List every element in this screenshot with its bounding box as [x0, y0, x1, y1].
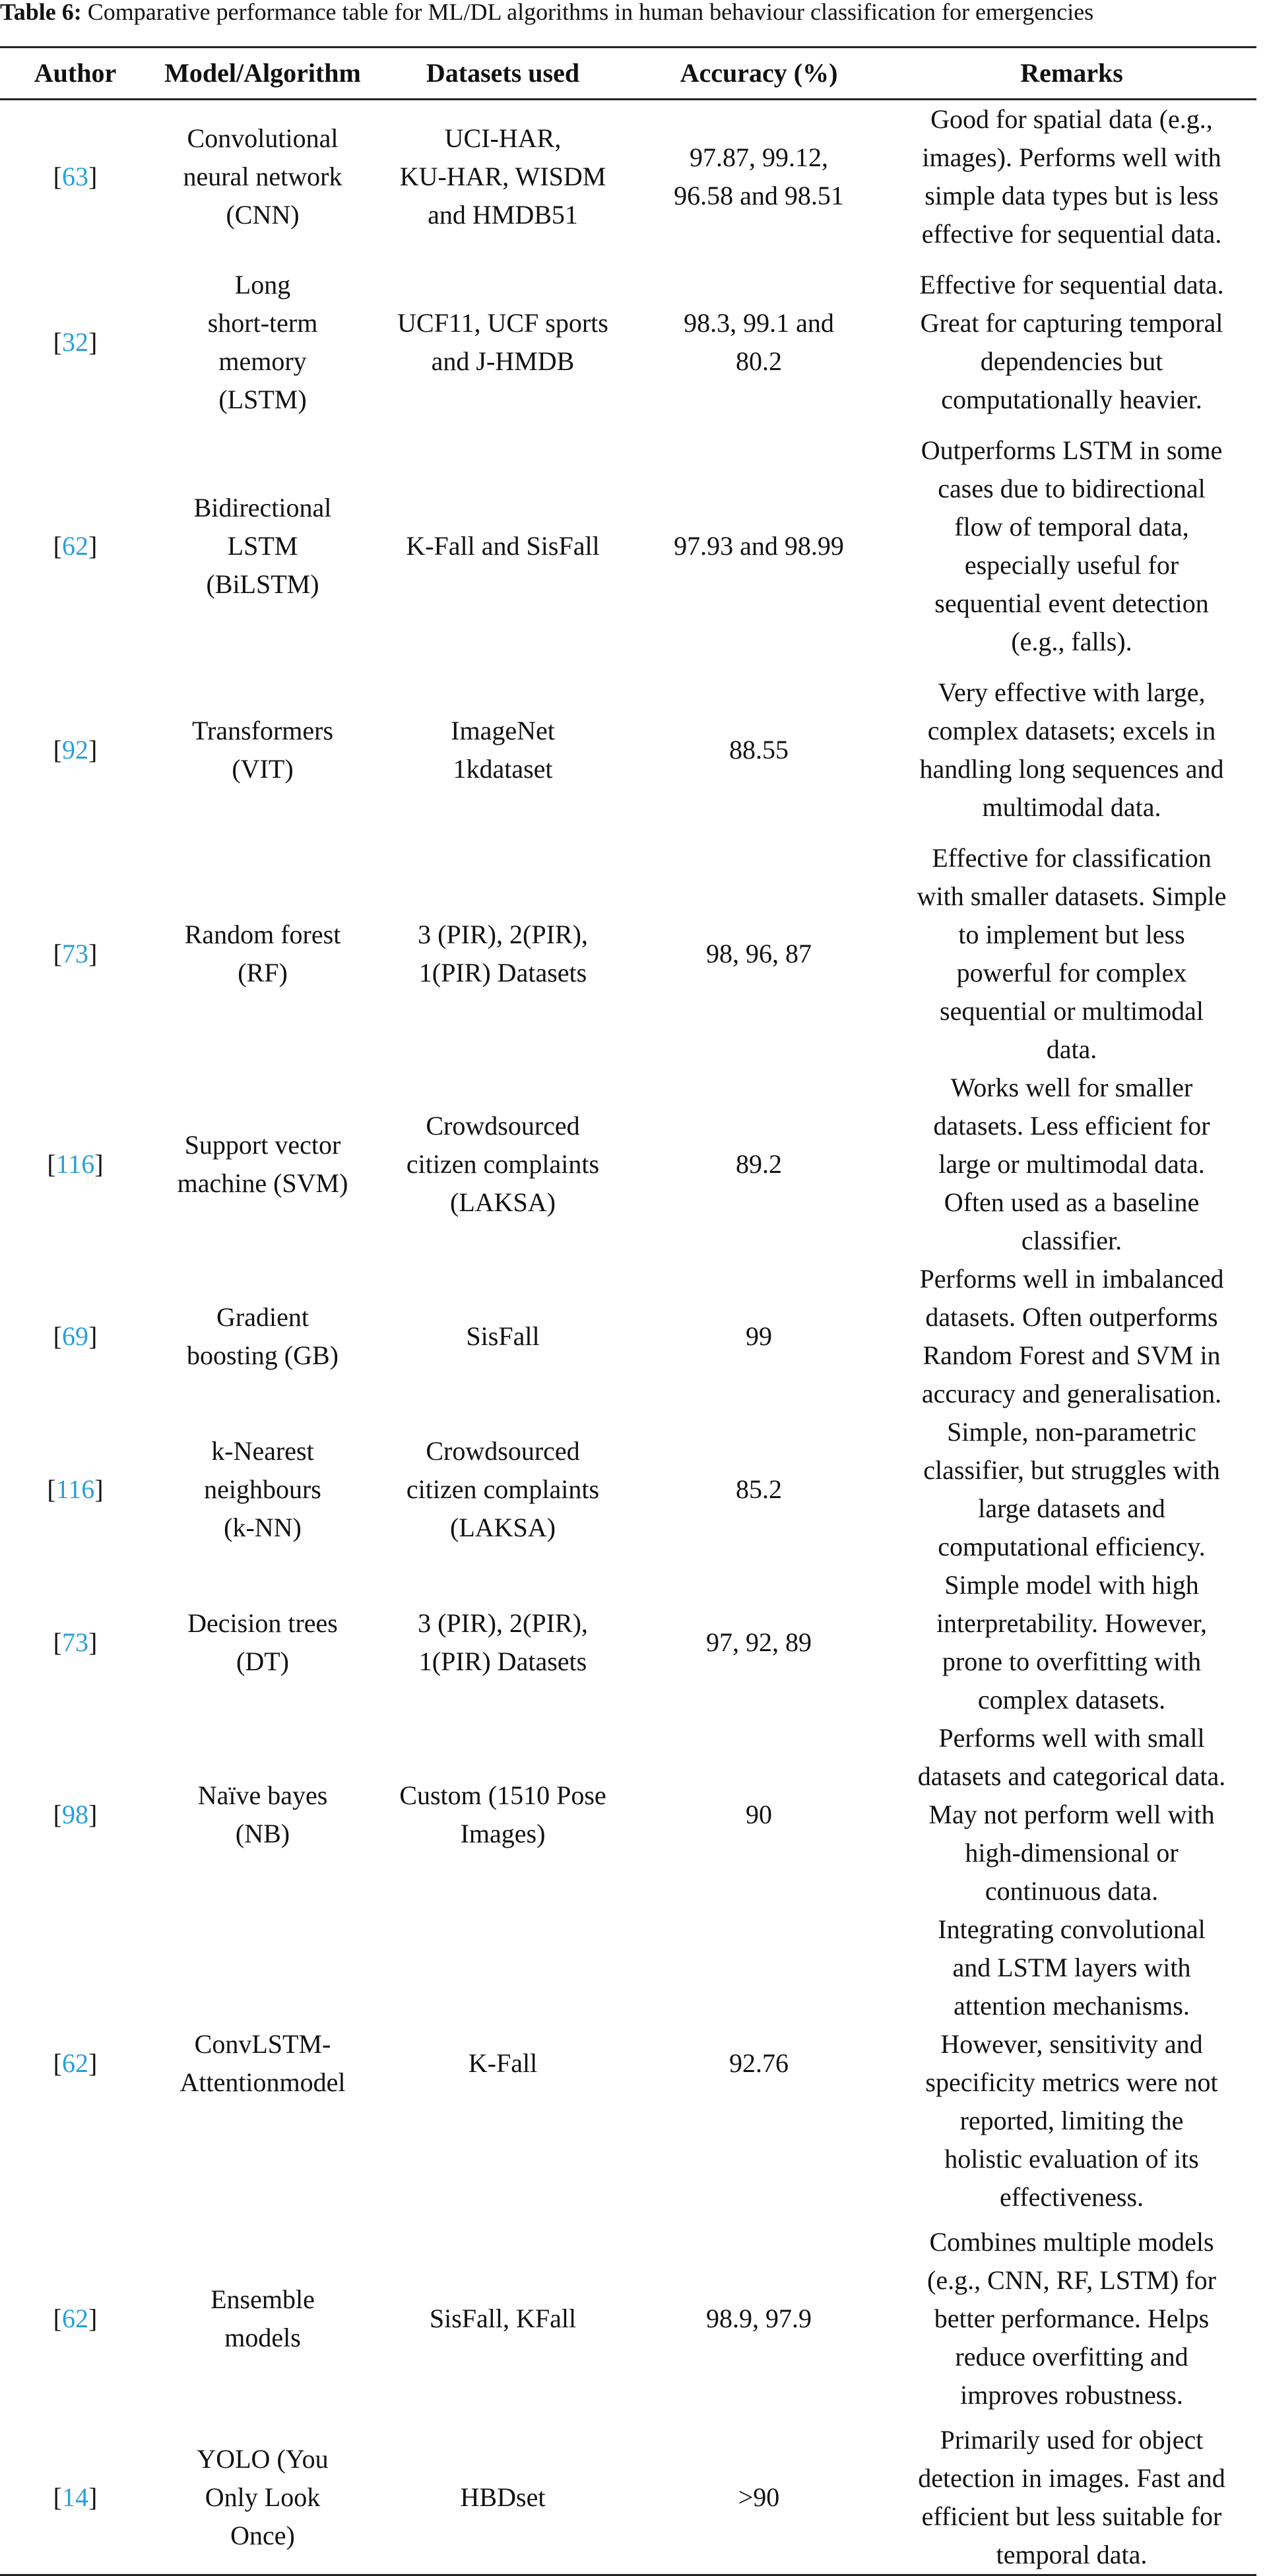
table-row: [0, 431, 1256, 661]
table-body: [0, 100, 1256, 2575]
remarks-line: to implement but less: [958, 920, 1185, 949]
remarks-line: prone to overfitting with: [942, 1647, 1202, 1676]
header-accuracy: Accuracy (%): [631, 47, 887, 100]
model-line: memory: [218, 346, 307, 376]
table-row: [0, 100, 1256, 254]
datasets-line: K-Fall: [468, 2048, 538, 2078]
datasets-line: citizen complaints: [406, 1474, 600, 1504]
table-caption: [0, 0, 1265, 46]
accuracy-cell: [631, 431, 887, 661]
accuracy-line: 80.2: [736, 346, 782, 376]
remarks-cell: [887, 1719, 1256, 1910]
model-cell: [150, 1260, 375, 1413]
accuracy-line: 90: [746, 1800, 772, 1829]
remarks-line: images). Performs well with: [922, 142, 1221, 172]
table-row: [0, 1910, 1256, 2216]
remarks-line: especially useful for: [964, 550, 1179, 580]
remarks-line: Works well for smaller: [950, 1073, 1193, 1102]
datasets-line: Custom (1510 Pose: [399, 1780, 606, 1810]
model-line: (RF): [238, 958, 288, 988]
model-line: Support vector: [184, 1130, 341, 1160]
model-cell: [150, 100, 375, 254]
model-line: Only Look: [205, 2482, 321, 2512]
remarks-cell: [887, 253, 1256, 431]
author-cell: [63]: [53, 162, 98, 191]
header-datasets: Datasets used: [375, 47, 631, 100]
author-cell: [69]: [53, 1321, 98, 1351]
author-cell: [92]: [53, 735, 98, 765]
remarks-line: Integrating convolutional: [938, 1914, 1206, 1944]
remarks-line: computational efficiency.: [938, 1532, 1206, 1561]
remarks-line: with smaller datasets. Simple: [917, 881, 1227, 911]
remarks-line: computationally heavier.: [941, 385, 1202, 414]
accuracy-line: 85.2: [736, 1474, 782, 1504]
remarks-line: Combines multiple models: [929, 2227, 1214, 2257]
model-line: k-Nearest: [211, 1436, 314, 1466]
datasets-line: (LAKSA): [450, 1187, 556, 1217]
remarks-line: Very effective with large,: [938, 677, 1206, 707]
model-line: (k-NN): [224, 1513, 302, 1542]
datasets-cell: [375, 2421, 631, 2575]
caption-text: Comparative performance table for ML/DL algorithms in human behaviour classification for emergencies: [87, 0, 1094, 25]
performance-table: [0, 46, 1256, 2576]
author-cell: [73]: [53, 939, 98, 968]
reference-link[interactable]: 69: [62, 1321, 88, 1351]
author-cell: [32]: [53, 327, 98, 357]
model-cell: [150, 2216, 375, 2421]
model-line: Random forest: [184, 920, 341, 949]
remarks-line: accuracy and generalisation.: [921, 1379, 1222, 1408]
accuracy-cell: [631, 1566, 887, 1719]
remarks-line: large datasets and: [978, 1493, 1165, 1523]
reference-link[interactable]: 32: [62, 327, 88, 357]
remarks-cell: [887, 661, 1256, 839]
reference-link[interactable]: 73: [62, 1627, 88, 1657]
model-line: (VIT): [232, 754, 294, 784]
model-line: Once): [230, 2521, 295, 2550]
accuracy-line: 97.93 and 98.99: [674, 531, 844, 561]
model-cell: [150, 2421, 375, 2575]
model-line: Transformers: [191, 716, 334, 745]
table-row: [0, 1260, 1256, 1413]
table-row: [0, 1719, 1256, 1910]
remarks-line: high-dimensional or: [965, 1838, 1179, 1868]
reference-link[interactable]: 92: [62, 735, 88, 765]
model-line: Gradient: [216, 1302, 309, 1332]
remarks-line: complex datasets; excels in: [927, 716, 1216, 745]
reference-link[interactable]: 62: [62, 2304, 88, 2333]
accuracy-cell: [631, 253, 887, 431]
remarks-line: However, sensitivity and: [940, 2029, 1203, 2059]
model-line: boosting (GB): [187, 1340, 339, 1370]
table-row: [0, 1069, 1256, 1260]
model-cell: [150, 1910, 375, 2216]
table-row: [0, 1566, 1256, 1719]
model-line: (LSTM): [218, 385, 307, 414]
remarks-line: Primarily used for object: [940, 2425, 1204, 2455]
model-line: Naïve bayes: [197, 1780, 328, 1810]
remarks-line: classifier.: [1021, 1226, 1122, 1255]
model-cell: [150, 253, 375, 431]
remarks-line: reported, limiting the: [959, 2106, 1184, 2135]
remarks-line: May not perform well with: [928, 1800, 1215, 1829]
datasets-cell: [375, 1910, 631, 2216]
reference-link[interactable]: 116: [55, 1474, 95, 1504]
remarks-line: Random Forest and SVM in: [923, 1340, 1221, 1370]
accuracy-cell: [631, 1413, 887, 1566]
model-line: Attentionmodel: [179, 2067, 346, 2097]
accuracy-line: 97.87, 99.12,: [690, 142, 828, 172]
datasets-line: 3 (PIR), 2(PIR),: [418, 1608, 588, 1638]
datasets-cell: [375, 431, 631, 661]
reference-link[interactable]: 62: [62, 531, 88, 561]
accuracy-line: 89.2: [736, 1149, 782, 1179]
model-line: short-term: [207, 308, 318, 338]
header-model: Model/Algorithm: [150, 47, 375, 100]
model-line: Ensemble: [211, 2284, 315, 2314]
model-line: models: [224, 2323, 301, 2352]
datasets-line: Images): [460, 1819, 546, 1848]
remarks-cell: [887, 431, 1256, 661]
model-cell: [150, 1719, 375, 1910]
datasets-cell: [375, 661, 631, 839]
author-cell: [116]: [47, 1149, 104, 1179]
datasets-line: citizen complaints: [406, 1149, 600, 1179]
accuracy-line: 98, 96, 87: [706, 939, 812, 968]
datasets-line: KU-HAR, WISDM: [399, 162, 606, 191]
accuracy-line: 97, 92, 89: [706, 1627, 812, 1657]
remarks-line: flow of temporal data,: [954, 512, 1189, 542]
accuracy-line: >90: [738, 2482, 780, 2512]
datasets-cell: [375, 100, 631, 254]
remarks-line: interpretability. However,: [936, 1608, 1208, 1638]
remarks-line: Performs well with small: [938, 1723, 1205, 1753]
remarks-line: Good for spatial data (e.g.,: [930, 104, 1213, 134]
author-cell: [62]: [53, 2048, 98, 2078]
datasets-line: Crowdsourced: [426, 1111, 580, 1141]
header-row: [0, 47, 1256, 100]
model-line: machine (SVM): [177, 1168, 348, 1198]
remarks-cell: [887, 1566, 1256, 1719]
accuracy-line: 96.58 and 98.51: [674, 181, 844, 210]
remarks-cell: [887, 1413, 1256, 1566]
remarks-line: Performs well in imbalanced: [919, 1264, 1224, 1294]
accuracy-cell: [631, 1069, 887, 1260]
datasets-line: 1kdataset: [453, 754, 553, 784]
table-row: [0, 1413, 1256, 1566]
model-line: LSTM: [227, 531, 298, 561]
model-line: (CNN): [226, 200, 300, 230]
remarks-line: (e.g., CNN, RF, LSTM) for: [927, 2265, 1216, 2295]
datasets-line: UCF11, UCF sports: [397, 308, 608, 338]
model-cell: [150, 1566, 375, 1719]
table-row: [0, 2216, 1256, 2421]
accuracy-line: 98.9, 97.9: [706, 2304, 812, 2333]
table-row: [0, 2421, 1256, 2575]
remarks-line: multimodal data.: [982, 792, 1161, 822]
table-row: [0, 839, 1256, 1069]
reference-link[interactable]: 63: [62, 162, 88, 191]
accuracy-line: 99: [746, 1321, 772, 1351]
remarks-line: Outperforms LSTM in some: [921, 435, 1223, 465]
remarks-line: Simple model with high: [944, 1570, 1199, 1600]
remarks-line: complex datasets.: [977, 1685, 1166, 1714]
remarks-line: Often used as a baseline: [944, 1187, 1200, 1217]
remarks-cell: [887, 1260, 1256, 1413]
datasets-cell: [375, 1260, 631, 1413]
datasets-cell: [375, 1069, 631, 1260]
model-line: YOLO (You: [197, 2444, 329, 2474]
datasets-line: K-Fall and SisFall: [406, 531, 600, 561]
accuracy-cell: [631, 1260, 887, 1413]
remarks-line: datasets. Less efficient for: [933, 1111, 1210, 1141]
datasets-line: SisFall: [466, 1321, 540, 1351]
model-line: Long: [234, 270, 291, 299]
header-author: Author: [0, 47, 150, 100]
author-cell: [73]: [53, 1627, 98, 1657]
accuracy-cell: [631, 100, 887, 254]
remarks-line: classifier, but struggles with: [923, 1455, 1220, 1485]
remarks-line: dependencies but: [980, 346, 1163, 376]
model-cell: [150, 839, 375, 1069]
remarks-cell: [887, 1910, 1256, 2216]
remarks-line: specificity metrics were not: [925, 2067, 1218, 2097]
datasets-line: and J-HMDB: [431, 346, 575, 376]
model-line: neural network: [183, 162, 342, 191]
remarks-line: handling long sequences and: [919, 754, 1224, 784]
remarks-line: sequential event detection: [934, 588, 1209, 618]
remarks-line: improves robustness.: [960, 2380, 1183, 2410]
reference-link[interactable]: 62: [62, 2048, 88, 2078]
remarks-line: cases due to bidirectional: [938, 474, 1206, 503]
datasets-cell: [375, 1719, 631, 1910]
remarks-line: powerful for complex: [956, 958, 1187, 988]
accuracy-line: 98.3, 99.1 and: [684, 308, 834, 338]
remarks-line: datasets and categorical data.: [917, 1761, 1226, 1791]
remarks-line: data.: [1046, 1034, 1097, 1064]
remarks-cell: [887, 839, 1256, 1069]
remarks-line: effective for sequential data.: [921, 219, 1222, 249]
remarks-line: continuous data.: [985, 1876, 1159, 1906]
author-cell: [14]: [0, 2421, 150, 2575]
model-line: Bidirectional: [193, 493, 332, 522]
accuracy-cell: [631, 839, 887, 1069]
reference-link[interactable]: 73: [62, 939, 88, 968]
datasets-cell: [375, 1413, 631, 1566]
header-remarks: Remarks: [887, 47, 1256, 100]
remarks-line: and LSTM layers with: [952, 1953, 1191, 1982]
datasets-line: (LAKSA): [450, 1513, 556, 1542]
datasets-cell: [375, 1566, 631, 1719]
author-cell: [62]: [53, 531, 98, 561]
datasets-line: ImageNet: [451, 716, 555, 745]
accuracy-cell: [631, 2421, 887, 2575]
remarks-cell: [887, 2421, 1256, 2575]
remarks-line: large or multimodal data.: [938, 1149, 1205, 1179]
model-line: Convolutional: [187, 123, 339, 153]
model-line: neighbours: [204, 1474, 321, 1504]
reference-link[interactable]: 14: [62, 2482, 88, 2512]
datasets-line: 3 (PIR), 2(PIR),: [418, 920, 588, 949]
datasets-line: 1(PIR) Datasets: [418, 958, 587, 988]
remarks-line: simple data types but is less: [924, 181, 1219, 210]
accuracy-cell: [631, 1719, 887, 1910]
remarks-line: better performance. Helps: [934, 2304, 1210, 2333]
reference-link[interactable]: 98: [62, 1800, 88, 1829]
datasets-cell: [375, 253, 631, 431]
model-line: (DT): [236, 1647, 289, 1676]
remarks-line: sequential or multimodal: [940, 996, 1204, 1026]
author-cell: [62]: [53, 2304, 98, 2333]
datasets-line: HBDset: [460, 2482, 546, 2512]
accuracy-cell: [631, 661, 887, 839]
table-row: [0, 253, 1256, 431]
remarks-line: Effective for sequential data.: [919, 270, 1224, 299]
remarks-line: holistic evaluation of its: [944, 2144, 1199, 2174]
remarks-line: reduce overfitting and: [955, 2342, 1188, 2372]
remarks-cell: [887, 100, 1256, 254]
datasets-line: SisFall, KFall: [429, 2304, 577, 2333]
author-cell: [116]: [47, 1474, 104, 1504]
datasets-line: UCI-HAR,: [444, 123, 562, 153]
remarks-line: datasets. Often outperforms: [925, 1302, 1218, 1332]
remarks-line: temporal data.: [996, 2540, 1148, 2569]
model-cell: [150, 1069, 375, 1260]
reference-link[interactable]: 116: [55, 1149, 95, 1179]
model-line: Decision trees: [187, 1608, 338, 1638]
datasets-line: Crowdsourced: [426, 1436, 580, 1466]
model-cell: [150, 661, 375, 839]
caption-label: Table 6:: [0, 0, 82, 25]
model-cell: [150, 1413, 375, 1566]
accuracy-cell: [631, 1910, 887, 2216]
model-line: (NB): [235, 1819, 290, 1848]
remarks-cell: [887, 1069, 1256, 1260]
remarks-line: Effective for classification: [932, 843, 1212, 873]
remarks-line: attention mechanisms.: [954, 1991, 1190, 2021]
remarks-line: Simple, non-parametric: [947, 1417, 1196, 1447]
remarks-cell: [887, 2216, 1256, 2421]
datasets-line: and HMDB51: [428, 200, 578, 230]
remarks-line: detection in images. Fast and: [918, 2463, 1225, 2493]
table-row: [0, 661, 1256, 839]
datasets-cell: [375, 2216, 631, 2421]
accuracy-cell: [631, 2216, 887, 2421]
author-cell: [98]: [53, 1800, 98, 1829]
datasets-line: 1(PIR) Datasets: [418, 1647, 587, 1676]
accuracy-line: 88.55: [729, 735, 789, 765]
remarks-line: Great for capturing temporal: [920, 308, 1223, 338]
model-line: (BiLSTM): [206, 569, 319, 599]
remarks-line: (e.g., falls).: [1011, 627, 1132, 656]
datasets-cell: [375, 839, 631, 1069]
remarks-line: efficient but less suitable for: [921, 2501, 1222, 2531]
remarks-line: effectiveness.: [999, 2182, 1144, 2212]
accuracy-line: 92.76: [729, 2048, 789, 2078]
model-cell: [150, 431, 375, 661]
model-line: ConvLSTM-: [194, 2029, 331, 2059]
